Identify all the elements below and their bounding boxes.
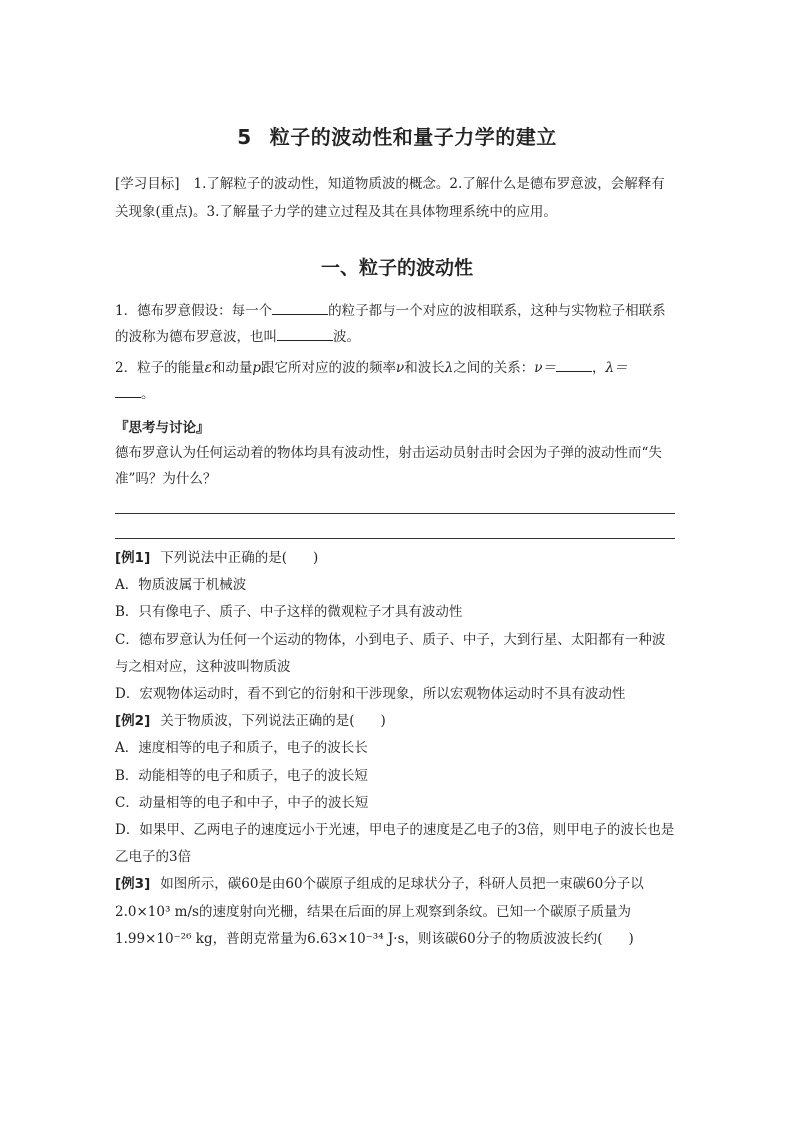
fill-blank-4[interactable] — [115, 382, 141, 398]
discussion-text: 德布罗意认为任何运动着的物体均具有波动性，射击运动员射击时会因为子弹的波动性而“失准”吗？为什么？ — [115, 445, 662, 487]
item2-text-e: 之间的关系： — [453, 360, 535, 376]
example3-question — [115, 871, 675, 953]
objectives-tag: [学习目标] — [115, 176, 180, 192]
symbol-epsilon: ε — [204, 360, 212, 376]
example2-question — [115, 708, 675, 735]
item1-text-b: 的粒子都与一个对应的波相联系，这种与实物粒子相联系的波称为德布罗意波，也叫 — [115, 303, 666, 345]
example2-option-c: C．动量相等的电子和中子，中子的波长短 — [115, 794, 369, 811]
section-heading: 一、粒子的波动性 — [320, 257, 473, 279]
example2-option-b: B．动能相等的电子和质子，电子的波长短 — [115, 767, 368, 784]
item1-text-c: 波。 — [333, 329, 360, 345]
discussion-heading: 『思考与讨论』 — [115, 420, 210, 436]
example1-tag: [例1] — [115, 550, 151, 566]
title-text: 粒子的波动性和量子力学的建立 — [269, 125, 557, 149]
example2-option-a: A．速度相等的电子和质子，电子的波长长 — [115, 740, 368, 757]
symbol-nu: ν — [396, 360, 405, 376]
symbol-lambda: λ — [444, 360, 454, 376]
fill-blank-2[interactable] — [277, 325, 333, 341]
answer-line-2[interactable] — [115, 538, 675, 539]
example2-option-d: D．如果甲、乙两电子的速度远小于光速，甲电子的速度是乙电子的3倍，则甲电子的波长也是乙电子的3倍 — [115, 822, 675, 866]
example1-question — [115, 545, 675, 572]
item2-text-b: 和动量 — [211, 360, 253, 376]
example3-text: 如图所示，碳60是由60个碳原子组成的足球状分子，科研人员把一束碳60分子以2.0×10³ m/s的速度射向光栅，结果在后面的屏上观察到条纹。已知一个碳原子质量为1.99×10⁻²⁶ kg，普朗克常量为6.63×10⁻³⁴ J·s，则该碳60分子的物质波波长约( — [115, 876, 644, 947]
nu-equals: ν＝ — [534, 360, 556, 376]
item2-text-d: 和波长 — [404, 360, 445, 376]
item2-text-a: 2．粒子的能量 — [115, 360, 205, 376]
learning-objectives — [115, 170, 675, 226]
title-number: 5 — [237, 125, 252, 149]
example1-question-text: 下列说法中正确的是( — [160, 550, 288, 566]
item2-comma: ， — [592, 360, 606, 376]
item2-end: 。 — [141, 386, 155, 402]
example3-tag: [例3] — [115, 876, 151, 893]
item-2 — [115, 355, 675, 407]
example1-option-c: C．德布罗意认为任何一个运动的物体，小到电子、质子、中子，大到行星、太阳都有一种波与之相对应，这种波叫物质波 — [115, 631, 666, 675]
item-1 — [115, 298, 675, 350]
fill-blank-1[interactable] — [272, 299, 328, 315]
example-1 — [115, 545, 675, 953]
page-title — [0, 121, 794, 150]
example2-close: ) — [380, 713, 386, 730]
example1-option-a: A．物质波属于机械波 — [115, 577, 247, 594]
fill-blank-3[interactable] — [556, 356, 592, 372]
example1-close: ) — [313, 550, 319, 566]
answer-line-1[interactable] — [115, 513, 675, 514]
example3-close: ) — [628, 930, 634, 947]
symbol-p: p — [252, 360, 261, 376]
example2-tag: [例2] — [115, 713, 151, 730]
example1-option-d: D．宏观物体运动时，看不到它的衍射和干涉现象，所以宏观物体运动时不具有波动性 — [115, 686, 626, 703]
example2-question-text: 关于物质波，下列说法正确的是( — [160, 713, 355, 730]
item2-text-c: 跟它所对应的波的频率 — [261, 360, 396, 376]
example1-option-b: B．只有像电子、质子、中子这样的微观粒子才具有波动性 — [115, 604, 463, 621]
lambda-equals: λ＝ — [605, 360, 628, 376]
objectives-text: 1.了解粒子的波动性，知道物质波的概念。2.了解什么是德布罗意波，会解释有关现象(重点)。3.了解量子力学的建立过程及其在具体物理系统中的应用。 — [115, 176, 665, 220]
item1-text-a: 1．德布罗意假设：每一个 — [115, 303, 273, 319]
